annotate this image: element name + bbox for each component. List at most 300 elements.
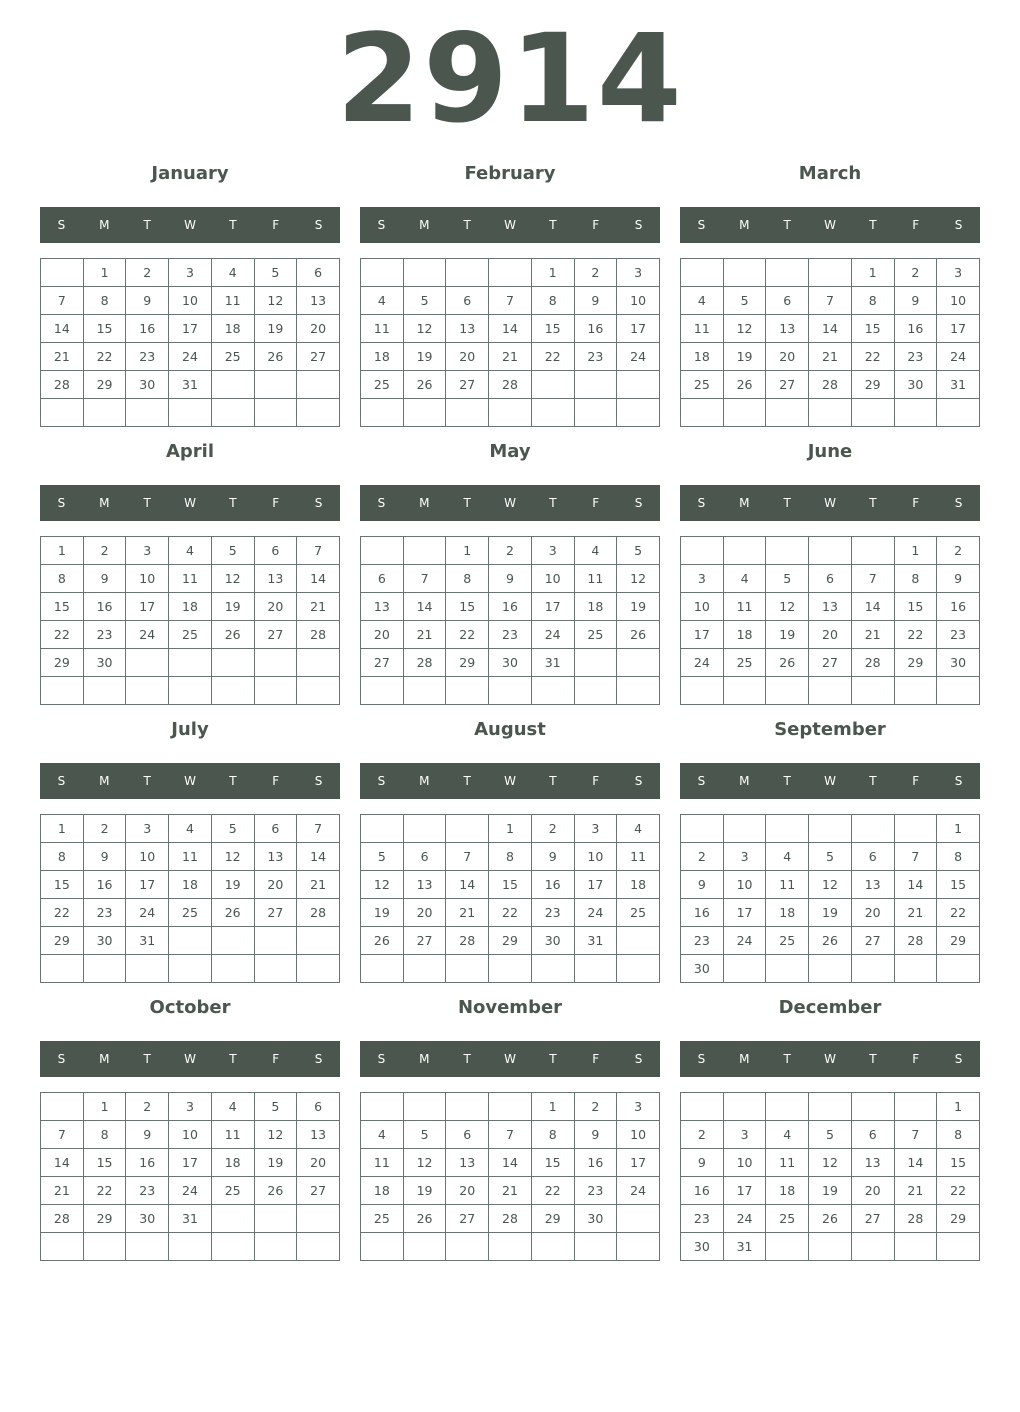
day-cell (361, 1093, 404, 1121)
day-cell: 18 (361, 343, 404, 371)
week-row (361, 259, 660, 287)
day-cell: 31 (574, 927, 617, 955)
day-cell: 25 (681, 371, 724, 399)
day-cell: 31 (723, 1233, 766, 1261)
day-cell (211, 927, 254, 955)
day-cell: 31 (937, 371, 980, 399)
day-cell (126, 955, 169, 983)
day-cell: 20 (254, 593, 297, 621)
week-row (681, 815, 980, 843)
day-cell: 12 (403, 1149, 446, 1177)
day-cell (41, 1233, 84, 1261)
day-cell (446, 259, 489, 287)
day-cell: 24 (617, 1177, 660, 1205)
day-cell: 4 (574, 537, 617, 565)
day-cell: 6 (254, 537, 297, 565)
weekday-label: M (739, 218, 750, 232)
day-cell: 27 (254, 899, 297, 927)
day-cell (403, 955, 446, 983)
week-row (361, 1233, 660, 1261)
day-cell: 12 (766, 593, 809, 621)
day-cell: 18 (361, 1177, 404, 1205)
month-name: November (457, 997, 563, 1018)
day-cell: 25 (361, 371, 404, 399)
day-cell: 25 (211, 1177, 254, 1205)
week-row (361, 343, 660, 371)
day-cell (83, 399, 126, 427)
day-cell: 27 (297, 343, 340, 371)
day-cell (297, 1205, 340, 1233)
day-cell: 9 (83, 565, 126, 593)
day-cell (681, 815, 724, 843)
day-cell: 13 (254, 565, 297, 593)
day-cell: 29 (41, 649, 84, 677)
weekday-label: F (592, 1052, 600, 1066)
day-cell (937, 1233, 980, 1261)
weekday-label: W (184, 774, 196, 788)
day-cell: 18 (211, 1149, 254, 1177)
day-cell: 2 (681, 1121, 724, 1149)
day-cell: 1 (83, 1093, 126, 1121)
day-cell (446, 677, 489, 705)
day-cell (254, 677, 297, 705)
week-row (361, 371, 660, 399)
day-cell: 3 (169, 1093, 212, 1121)
day-cell: 14 (446, 871, 489, 899)
week-row (681, 677, 980, 705)
day-cell (937, 399, 980, 427)
weekday-label: F (272, 496, 280, 510)
week-row (41, 371, 340, 399)
day-cell: 22 (894, 621, 937, 649)
weekday-label: T (869, 1052, 877, 1066)
day-cell: 15 (851, 315, 894, 343)
weekday-header (40, 207, 340, 243)
day-cell (41, 677, 84, 705)
day-cell: 22 (937, 899, 980, 927)
day-cell: 21 (489, 343, 532, 371)
day-cell (617, 955, 660, 983)
day-cell: 27 (851, 927, 894, 955)
day-cell: 29 (83, 371, 126, 399)
day-cell (894, 399, 937, 427)
day-cell (403, 677, 446, 705)
day-cell: 16 (531, 871, 574, 899)
weekday-label: M (99, 1052, 110, 1066)
day-cell: 20 (361, 621, 404, 649)
day-cell: 22 (489, 899, 532, 927)
day-cell (723, 677, 766, 705)
weekday-label: T (869, 496, 877, 510)
day-cell: 16 (83, 593, 126, 621)
day-cell (446, 399, 489, 427)
day-cell: 25 (211, 343, 254, 371)
day-cell: 16 (574, 315, 617, 343)
day-cell: 24 (169, 343, 212, 371)
day-cell: 1 (937, 1093, 980, 1121)
day-cell (489, 1233, 532, 1261)
day-cell (254, 371, 297, 399)
day-cell: 12 (809, 871, 852, 899)
day-cell: 6 (297, 1093, 340, 1121)
day-cell: 13 (297, 287, 340, 315)
weekday-header (360, 763, 660, 799)
week-row (681, 899, 980, 927)
day-cell: 5 (254, 259, 297, 287)
day-cell (254, 955, 297, 983)
month-name: June (807, 441, 853, 462)
week-row (41, 621, 340, 649)
weekday-label: S (57, 496, 66, 510)
day-cell (766, 815, 809, 843)
week-row (41, 1093, 340, 1121)
weekday-header (680, 763, 980, 799)
month-name: October (149, 997, 231, 1018)
day-cell (446, 815, 489, 843)
day-cell: 10 (126, 565, 169, 593)
day-cell: 1 (446, 537, 489, 565)
day-cell: 2 (126, 1093, 169, 1121)
day-cell (574, 399, 617, 427)
day-cell (723, 955, 766, 983)
day-cell (809, 259, 852, 287)
week-row (41, 537, 340, 565)
weekday-label: T (783, 496, 791, 510)
day-cell (894, 677, 937, 705)
weekday-header (360, 1041, 660, 1077)
day-cell (723, 1093, 766, 1121)
day-cell: 29 (851, 371, 894, 399)
weekday-label: S (954, 218, 963, 232)
weekday-label: S (314, 218, 323, 232)
day-cell: 28 (297, 899, 340, 927)
day-cell: 2 (83, 537, 126, 565)
week-row (681, 621, 980, 649)
day-cell: 10 (531, 565, 574, 593)
week-row (41, 1205, 340, 1233)
day-cell (489, 955, 532, 983)
weekday-label: F (592, 774, 600, 788)
day-cell: 12 (211, 843, 254, 871)
day-cell (446, 1233, 489, 1261)
day-cell: 22 (83, 1177, 126, 1205)
day-cell: 9 (126, 287, 169, 315)
day-cell: 19 (211, 871, 254, 899)
day-grid (680, 814, 980, 983)
day-cell: 30 (126, 371, 169, 399)
week-row (361, 1205, 660, 1233)
day-cell (681, 399, 724, 427)
day-cell (361, 399, 404, 427)
day-cell (254, 1205, 297, 1233)
day-cell: 2 (574, 1093, 617, 1121)
day-cell: 23 (574, 343, 617, 371)
weekday-label: S (634, 1052, 643, 1066)
day-cell: 26 (723, 371, 766, 399)
day-cell: 19 (211, 593, 254, 621)
day-cell (297, 1233, 340, 1261)
day-cell: 3 (723, 1121, 766, 1149)
day-cell: 4 (211, 1093, 254, 1121)
day-cell: 6 (851, 843, 894, 871)
day-cell (403, 815, 446, 843)
day-grid (360, 536, 660, 705)
day-cell (403, 259, 446, 287)
weekday-label: T (463, 1052, 471, 1066)
day-cell: 13 (809, 593, 852, 621)
week-row (41, 1149, 340, 1177)
day-cell: 7 (403, 565, 446, 593)
day-cell: 18 (617, 871, 660, 899)
day-cell (574, 677, 617, 705)
weekday-label: T (549, 1052, 557, 1066)
day-cell: 17 (681, 621, 724, 649)
day-cell: 26 (403, 1205, 446, 1233)
day-cell: 31 (169, 1205, 212, 1233)
day-cell: 13 (254, 843, 297, 871)
day-cell (617, 399, 660, 427)
day-cell: 21 (403, 621, 446, 649)
day-cell: 17 (723, 1177, 766, 1205)
day-cell (169, 649, 212, 677)
day-cell (83, 955, 126, 983)
week-row (681, 593, 980, 621)
week-row (681, 287, 980, 315)
day-cell: 20 (809, 621, 852, 649)
day-cell: 14 (894, 1149, 937, 1177)
day-cell: 1 (851, 259, 894, 287)
weekday-label: T (229, 496, 237, 510)
day-cell (169, 399, 212, 427)
day-cell: 15 (41, 871, 84, 899)
day-cell: 19 (403, 1177, 446, 1205)
weekday-label: W (504, 496, 516, 510)
day-grid (360, 814, 660, 983)
day-grid (680, 258, 980, 427)
day-cell: 13 (403, 871, 446, 899)
month-name: August (474, 719, 546, 740)
day-cell: 20 (297, 1149, 340, 1177)
day-cell: 25 (766, 927, 809, 955)
day-cell: 4 (211, 259, 254, 287)
weekday-label: F (912, 1052, 920, 1066)
day-cell: 3 (531, 537, 574, 565)
day-cell: 28 (489, 1205, 532, 1233)
day-cell: 11 (169, 565, 212, 593)
month-name: February (464, 163, 556, 184)
day-cell: 27 (446, 371, 489, 399)
day-cell: 8 (894, 565, 937, 593)
weekday-label: T (229, 218, 237, 232)
week-row (361, 871, 660, 899)
week-row (361, 927, 660, 955)
day-grid (40, 536, 340, 705)
week-row (361, 565, 660, 593)
day-cell (361, 955, 404, 983)
day-cell: 17 (617, 1149, 660, 1177)
day-cell: 16 (681, 1177, 724, 1205)
week-row (681, 955, 980, 983)
day-cell: 20 (297, 315, 340, 343)
day-cell: 22 (83, 343, 126, 371)
day-cell: 3 (126, 815, 169, 843)
day-cell: 23 (531, 899, 574, 927)
weekday-label: T (869, 774, 877, 788)
weekday-label: S (697, 496, 706, 510)
week-row (41, 955, 340, 983)
day-cell: 5 (403, 1121, 446, 1149)
weekday-label: F (912, 496, 920, 510)
day-cell: 13 (766, 315, 809, 343)
day-cell: 14 (297, 843, 340, 871)
day-cell: 8 (531, 1121, 574, 1149)
day-cell (403, 399, 446, 427)
day-cell (403, 1093, 446, 1121)
day-cell: 13 (851, 1149, 894, 1177)
weekday-header (360, 485, 660, 521)
day-cell: 4 (723, 565, 766, 593)
day-cell (83, 1233, 126, 1261)
day-cell (617, 371, 660, 399)
weekday-label: T (869, 218, 877, 232)
day-cell (41, 399, 84, 427)
day-cell: 10 (617, 1121, 660, 1149)
day-cell: 7 (41, 1121, 84, 1149)
day-cell: 29 (531, 1205, 574, 1233)
day-cell: 6 (403, 843, 446, 871)
day-cell (41, 1093, 84, 1121)
day-cell: 23 (894, 343, 937, 371)
week-row (41, 843, 340, 871)
day-cell: 19 (403, 343, 446, 371)
day-cell: 29 (489, 927, 532, 955)
day-cell: 7 (489, 287, 532, 315)
week-row (361, 537, 660, 565)
day-cell: 8 (41, 843, 84, 871)
weekday-label: S (697, 1052, 706, 1066)
weekday-label: S (377, 1052, 386, 1066)
weekday-label: S (954, 496, 963, 510)
day-cell (361, 537, 404, 565)
weekday-label: T (143, 1052, 151, 1066)
day-cell: 10 (723, 871, 766, 899)
week-row (361, 815, 660, 843)
day-cell: 17 (574, 871, 617, 899)
day-cell: 2 (126, 259, 169, 287)
day-cell: 10 (937, 287, 980, 315)
day-cell: 9 (937, 565, 980, 593)
week-row (681, 371, 980, 399)
week-row (681, 1205, 980, 1233)
day-cell: 10 (574, 843, 617, 871)
day-cell: 16 (489, 593, 532, 621)
weekday-label: S (377, 496, 386, 510)
weekday-label: W (824, 1052, 836, 1066)
day-cell: 27 (851, 1205, 894, 1233)
weekday-header (40, 485, 340, 521)
week-row (41, 1177, 340, 1205)
day-cell: 20 (851, 1177, 894, 1205)
day-cell: 6 (361, 565, 404, 593)
day-cell: 8 (83, 1121, 126, 1149)
day-cell: 10 (681, 593, 724, 621)
day-grid (40, 1092, 340, 1261)
day-cell: 7 (851, 565, 894, 593)
day-cell: 10 (723, 1149, 766, 1177)
day-cell: 4 (361, 287, 404, 315)
day-cell: 25 (766, 1205, 809, 1233)
week-row (681, 1233, 980, 1261)
day-cell: 8 (41, 565, 84, 593)
day-cell (361, 259, 404, 287)
day-cell (809, 955, 852, 983)
day-cell (254, 649, 297, 677)
week-row (41, 677, 340, 705)
day-cell: 6 (297, 259, 340, 287)
day-cell: 12 (723, 315, 766, 343)
month-name: January (151, 163, 229, 184)
day-cell: 4 (169, 537, 212, 565)
day-cell: 11 (681, 315, 724, 343)
weekday-label: T (783, 218, 791, 232)
month-name: July (171, 719, 209, 740)
weekday-label: T (229, 1052, 237, 1066)
day-cell: 6 (446, 287, 489, 315)
day-cell (766, 1233, 809, 1261)
day-cell: 20 (446, 343, 489, 371)
day-cell: 28 (809, 371, 852, 399)
day-cell: 3 (681, 565, 724, 593)
day-cell: 17 (126, 593, 169, 621)
day-cell: 14 (851, 593, 894, 621)
day-cell: 15 (937, 871, 980, 899)
day-cell: 9 (126, 1121, 169, 1149)
day-cell (41, 259, 84, 287)
day-cell: 22 (937, 1177, 980, 1205)
day-cell (361, 815, 404, 843)
day-cell: 28 (446, 927, 489, 955)
day-cell (361, 677, 404, 705)
week-row (361, 593, 660, 621)
day-cell: 18 (681, 343, 724, 371)
day-cell: 15 (489, 871, 532, 899)
day-cell: 18 (574, 593, 617, 621)
day-grid (360, 258, 660, 427)
day-cell: 13 (851, 871, 894, 899)
week-row (41, 649, 340, 677)
day-cell: 27 (297, 1177, 340, 1205)
day-cell: 1 (531, 1093, 574, 1121)
week-row (361, 399, 660, 427)
day-cell (851, 815, 894, 843)
day-cell: 15 (531, 315, 574, 343)
day-cell: 26 (211, 899, 254, 927)
week-row (361, 315, 660, 343)
day-cell: 18 (723, 621, 766, 649)
day-cell: 21 (41, 1177, 84, 1205)
day-cell: 17 (169, 1149, 212, 1177)
weekday-header (680, 485, 980, 521)
day-cell: 14 (41, 1149, 84, 1177)
day-cell: 17 (126, 871, 169, 899)
day-cell (681, 259, 724, 287)
day-cell (617, 1205, 660, 1233)
day-cell: 14 (297, 565, 340, 593)
day-cell: 30 (531, 927, 574, 955)
day-cell: 31 (126, 927, 169, 955)
day-cell: 4 (361, 1121, 404, 1149)
day-cell (254, 927, 297, 955)
